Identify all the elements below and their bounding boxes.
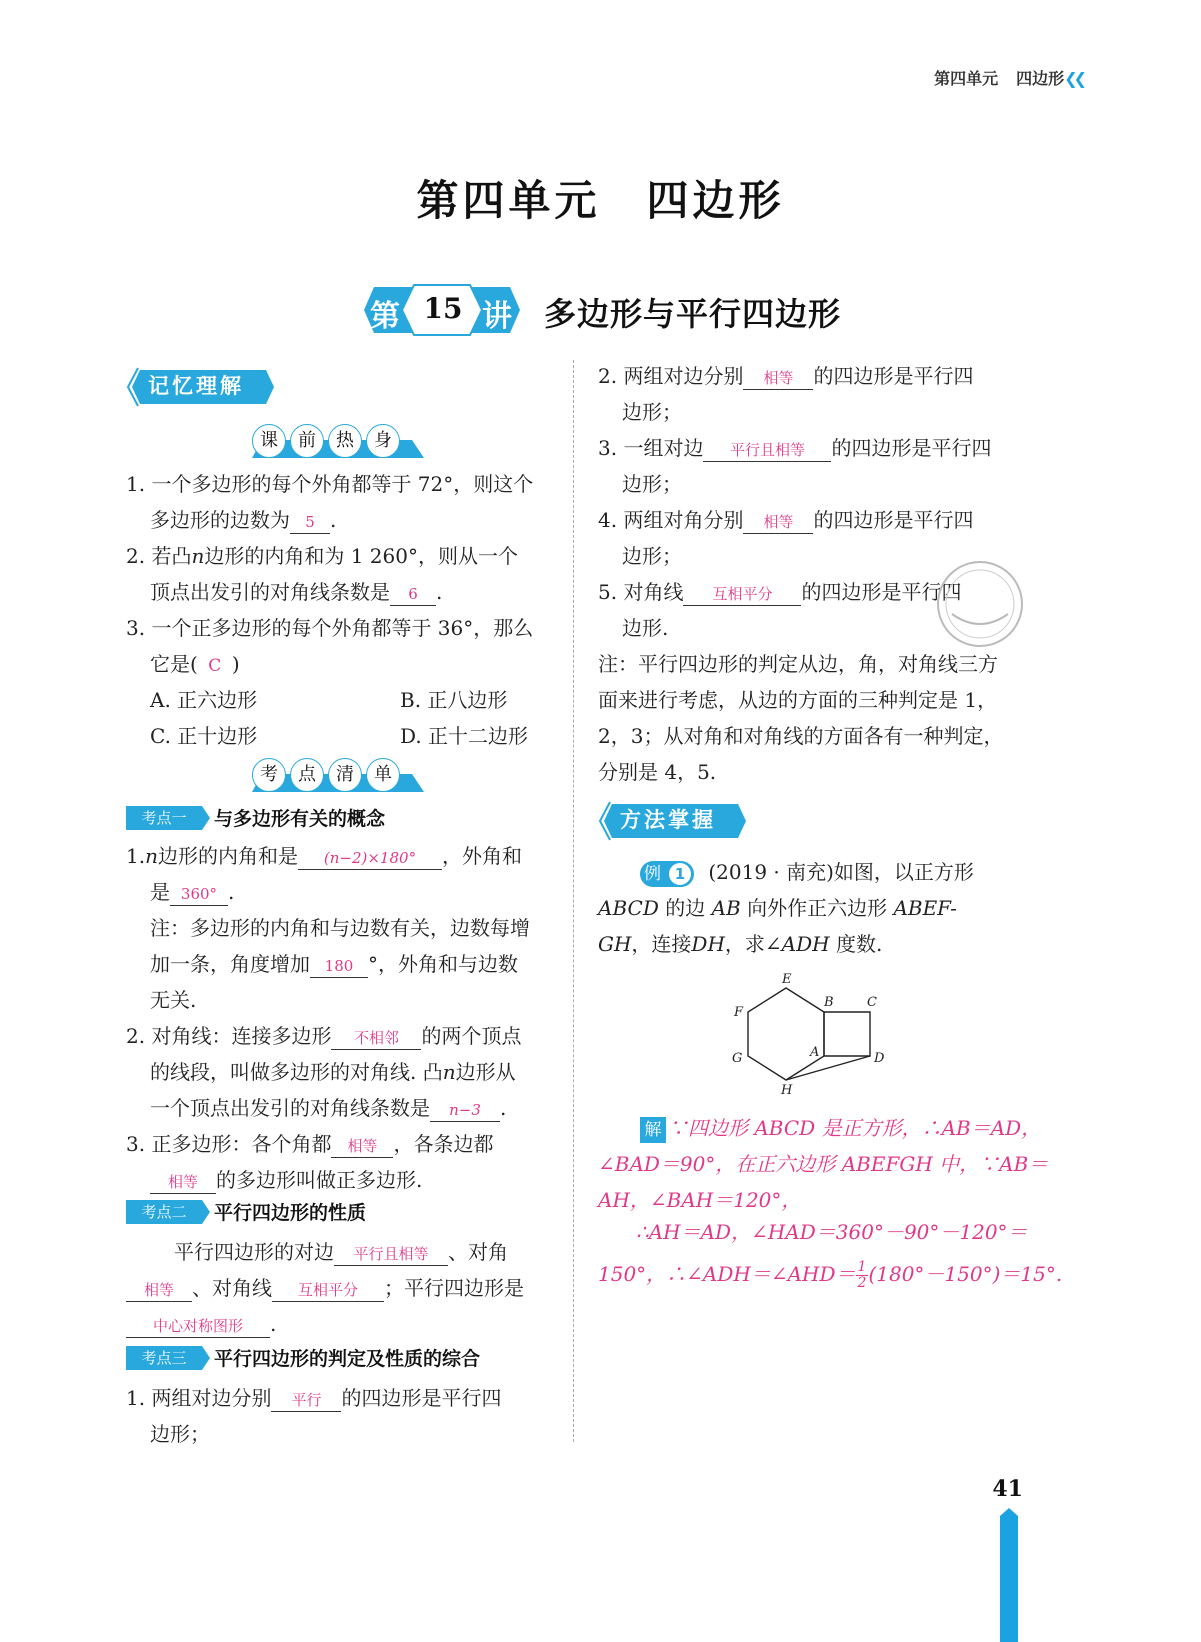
concept-7-b: 边形从: [455, 1060, 516, 1084]
concept-9-pre: 3. 正多边形：各个角都: [126, 1132, 332, 1156]
lecture-prefix: 第: [370, 299, 400, 334]
warmup-q3-line2: [150, 646, 240, 684]
fraction-denominator: 2: [857, 1275, 867, 1291]
kaodian-1-tag: 考点一: [126, 806, 202, 830]
concept-7-a: 的线段，叫做多边形的对角线. 凸: [150, 1060, 443, 1084]
warmup-heading: [252, 424, 428, 460]
concept-line-10: [150, 1162, 422, 1198]
example-ab: AB: [711, 896, 741, 920]
kaodian-3-arrow-icon: [202, 1346, 210, 1370]
criteria-note-4: 分别是 4，5.: [598, 760, 717, 784]
concept-1-answer: (n−2)×180°: [298, 847, 442, 870]
criterion-4-line1: [598, 502, 973, 538]
property-1-answer: 平行且相等: [334, 1243, 448, 1266]
warmup-q2-answer: 6: [390, 583, 436, 606]
warmup-q2-text-b: 边形的内角和为 1 260°，则从一个: [204, 544, 518, 568]
concept-6-answer: 不相邻: [331, 1027, 421, 1050]
label-e: E: [782, 972, 792, 987]
solution-text-1: ∵四边形 ABCD 是正方形，∴AB＝AD，: [668, 1116, 1042, 1140]
example-line-2: [598, 890, 957, 926]
criterion-2-line2: 边形；: [622, 400, 682, 424]
option-c: C. 正十边形: [150, 724, 258, 748]
warmup-char-3: 热: [328, 424, 362, 458]
option-d: D. 正十二边形: [400, 724, 529, 748]
criterion-3-answer: 平行且相等: [703, 439, 831, 462]
property-2-mid: 、对角线: [192, 1276, 272, 1300]
criterion-2-post: 的四边形是平行四: [813, 364, 974, 388]
property-line-1: [174, 1234, 508, 1270]
concept-line-3: 注：多边形的内角和与边数有关，边数每增: [150, 916, 530, 940]
label-d: D: [874, 1051, 885, 1066]
warmup-q3-answer: C: [208, 656, 222, 676]
concept-line-6: [126, 1018, 521, 1054]
criterion-5-post: 的四边形是平行四: [801, 580, 962, 604]
warmup-char-2: 前: [290, 424, 324, 458]
concept-1-mid: 边形的内角和是: [157, 844, 298, 868]
label-h: H: [781, 1083, 793, 1098]
unit-title-part2: 四边形: [646, 176, 785, 225]
hexagon-abefgh: [748, 988, 824, 1080]
concept-8-pre: 一个顶点出发引的对角线条数是: [150, 1096, 430, 1120]
concept-line-7: [150, 1054, 516, 1090]
property-2-post: ；平行四边形是: [384, 1276, 524, 1300]
example-abef: ABEF-: [893, 896, 957, 920]
property-3-answer: 中心对称图形: [126, 1315, 270, 1338]
warmup-q2-end: .: [436, 580, 443, 604]
criteria-note-3: 2，3；从对角和对角线的方面各有一种判定，: [598, 724, 1004, 748]
warmup-q3-close: ): [231, 652, 240, 676]
criterion-4-line2: 边形；: [622, 544, 682, 568]
concept-10-post: 的多边形叫做正多边形.: [216, 1168, 423, 1192]
page-number: 41: [992, 1476, 1023, 1502]
warmup-q1-line2: [150, 502, 336, 538]
concept-line-5: 无关.: [150, 988, 197, 1012]
criterion-2-answer: 相等: [743, 367, 813, 390]
stamp-seal: [932, 556, 1028, 652]
solution-line-3: AH，∠BAH＝120°，: [598, 1188, 802, 1212]
fraction-numerator: 1: [857, 1259, 867, 1275]
label-c: C: [867, 995, 877, 1010]
kaodian-2-tag: 考点二: [126, 1200, 202, 1224]
lecture-suffix: 讲: [482, 299, 512, 334]
kaodian-1-title: 与多边形有关的概念: [214, 808, 386, 830]
kaodian-2-title: 平行四边形的性质: [214, 1202, 367, 1224]
solution-line-4: ∴AH＝AD，∠HAD＝360°－90°－120°＝: [636, 1220, 1028, 1244]
concept-line-2: [150, 874, 234, 910]
solution-badge: 解: [640, 1117, 666, 1143]
section-method-label: 方法掌握: [620, 808, 716, 832]
criterion-3-pre: 3. 一组对边: [598, 436, 704, 460]
checklist-char-2: 点: [290, 758, 324, 792]
unit-title: [0, 168, 1201, 228]
criterion-1-line1: [126, 1380, 501, 1416]
concept-4-pre: 加一条，角度增加: [150, 952, 310, 976]
solution-text-5b: (180°－150°)＝15°.: [868, 1262, 1063, 1286]
concept-line-8: [150, 1090, 506, 1126]
concept-8-answer: n−3: [430, 1099, 500, 1122]
concept-9-answer: 相等: [331, 1135, 393, 1158]
property-line-2: [126, 1270, 524, 1306]
criterion-5-line1: [598, 574, 961, 610]
criterion-1-answer: 平行: [271, 1389, 341, 1412]
kaodian-1-arrow-icon: [202, 806, 210, 830]
lecture-number: 15: [423, 292, 463, 325]
criterion-2-pre: 2. 两组对边分别: [598, 364, 744, 388]
concept-1-post: ，外角和: [441, 844, 522, 868]
column-divider: [573, 360, 574, 1442]
criterion-5-answer: 互相平分: [683, 583, 801, 606]
warmup-q1-line1: 1. 一个多边形的每个外角都等于 72°，则这个: [126, 472, 534, 496]
checklist-heading: [252, 758, 428, 794]
section-method: [598, 800, 748, 838]
criteria-note-1: 注：平行四边形的判定从边，角，对角线三方: [598, 652, 998, 676]
criterion-1-line2: 边形；: [150, 1422, 210, 1446]
warmup-q3-line1: 3. 一个正多边形的每个外角都等于 36°，那么: [126, 616, 534, 640]
concept-7-n: n: [442, 1060, 456, 1084]
fraction-one-half: [856, 1260, 869, 1291]
warmup-q1-answer: 5: [290, 511, 330, 534]
criterion-5-pre: 5. 对角线: [598, 580, 684, 604]
warmup-q2-line2: [150, 574, 442, 610]
warmup-char-1: 课: [252, 424, 286, 458]
square-abcd: [824, 1012, 870, 1056]
concept-2-answer: 360°: [170, 883, 228, 906]
kaodian-2-arrow-icon: [202, 1200, 210, 1224]
concept-1-n: n: [145, 844, 158, 868]
example-text-3f: 度数.: [835, 932, 883, 956]
header-topic: 四边形: [1016, 69, 1065, 88]
criterion-4-post: 的四边形是平行四: [813, 508, 974, 532]
checklist-char-3: 清: [328, 758, 362, 792]
example-badge: [640, 861, 694, 887]
warmup-char-4: 身: [366, 424, 400, 458]
example-gh: GH: [598, 932, 632, 956]
example-text-3d: ，求∠: [724, 932, 782, 956]
solution-line-2: ∠BAD＝90°，在正六边形 ABEFGH 中，∵AB＝: [598, 1152, 1049, 1176]
chevron-left-icon: ❮❮: [1064, 69, 1083, 88]
lecture-title: 多边形与平行四边形: [544, 295, 842, 333]
example-text-1: (2019 · 南充)如图，以正方形: [708, 860, 974, 884]
property-line-3: [126, 1306, 276, 1342]
concept-4-answer: 180: [310, 955, 368, 978]
solution-text-5a: 150°，∴∠ADH＝∠AHD＝: [598, 1262, 856, 1286]
concept-6-pre: 2. 对角线：连接多边形: [126, 1024, 332, 1048]
example-text-2b: 的边: [665, 896, 706, 920]
concept-10-answer: 相等: [150, 1171, 216, 1194]
geometry-figure: [724, 968, 894, 1100]
concept-1-pre: 1.: [126, 844, 146, 868]
property-1-post: 、对角: [448, 1240, 508, 1264]
concept-2-pre: 是: [150, 880, 170, 904]
solution-line-5: [598, 1256, 1062, 1292]
section-memory-label: 记忆理解: [148, 374, 244, 398]
warmup-q2-n: n: [191, 544, 205, 568]
criterion-3-line2: 边形；: [622, 472, 682, 496]
criterion-4-answer: 相等: [743, 511, 813, 534]
segment-dh: [786, 1056, 870, 1080]
checklist-char-4: 单: [366, 758, 400, 792]
example-abcd: ABCD: [598, 896, 659, 920]
criterion-4-pre: 4. 两组对角分别: [598, 508, 744, 532]
concept-9-post: ，各条边都: [393, 1132, 494, 1156]
criterion-1-post: 的四边形是平行四: [341, 1386, 502, 1410]
section-memory: [126, 366, 276, 404]
criterion-3-post: 的四边形是平行四: [831, 436, 992, 460]
concept-line-9: [126, 1126, 493, 1162]
option-b: B. 正八边形: [400, 688, 508, 712]
property-1-pre: 平行四边形的对边: [174, 1240, 334, 1264]
concept-2-post: .: [228, 880, 235, 904]
example-dh: DH: [691, 932, 725, 956]
kaodian-3-title: 平行四边形的判定及性质的综合: [214, 1348, 481, 1370]
label-b: B: [824, 995, 834, 1010]
page-edge-tab: [998, 1506, 1020, 1642]
running-header: [934, 66, 1083, 89]
label-g: G: [732, 1051, 743, 1066]
concept-4-post: °，外角和与边数: [368, 952, 518, 976]
concept-6-post: 的两个顶点: [421, 1024, 522, 1048]
label-a: A: [810, 1045, 820, 1060]
unit-title-part1: 第四单元: [416, 176, 601, 225]
property-2-answer-a: 相等: [126, 1279, 192, 1302]
warmup-q2-text: 顶点出发引的对角线条数是: [150, 580, 390, 604]
warmup-q2-line1: [126, 538, 518, 574]
label-f: F: [734, 1005, 744, 1020]
concept-8-post: .: [500, 1096, 507, 1120]
kaodian-3-tag: 考点三: [126, 1346, 202, 1370]
example-number: 1: [669, 863, 691, 885]
example-adh: ADH: [781, 932, 830, 956]
concept-line-4: [150, 946, 518, 982]
property-2-answer-b: 互相平分: [272, 1279, 384, 1302]
concept-line-1: [126, 838, 522, 874]
header-unit: 第四单元: [934, 69, 999, 88]
warmup-q2-text-a: 2. 若凸: [126, 544, 192, 568]
criterion-2-line1: [598, 358, 973, 394]
option-a: A. 正六边形: [150, 688, 258, 712]
property-3-post: .: [270, 1312, 277, 1336]
example-text-2d: 向外作正六边形: [747, 896, 888, 920]
criteria-note-2: 面来进行考虑，从边的方面的三种判定是 1，: [598, 688, 998, 712]
checklist-char-1: 考: [252, 758, 286, 792]
warmup-q1-text: 多边形的边数为: [150, 508, 290, 532]
example-label: 例: [644, 863, 661, 884]
example-line-3: [598, 926, 882, 962]
solution-line-1: [640, 1110, 1041, 1146]
example-line-1: [640, 854, 974, 890]
warmup-q1-end: .: [330, 508, 337, 532]
criterion-1-pre: 1. 两组对边分别: [126, 1386, 272, 1410]
criterion-5-line2: 边形.: [622, 616, 669, 640]
warmup-q3-open: 它是(: [150, 652, 198, 676]
example-text-3b: ，连接: [631, 932, 692, 956]
criterion-3-line1: [598, 430, 991, 466]
